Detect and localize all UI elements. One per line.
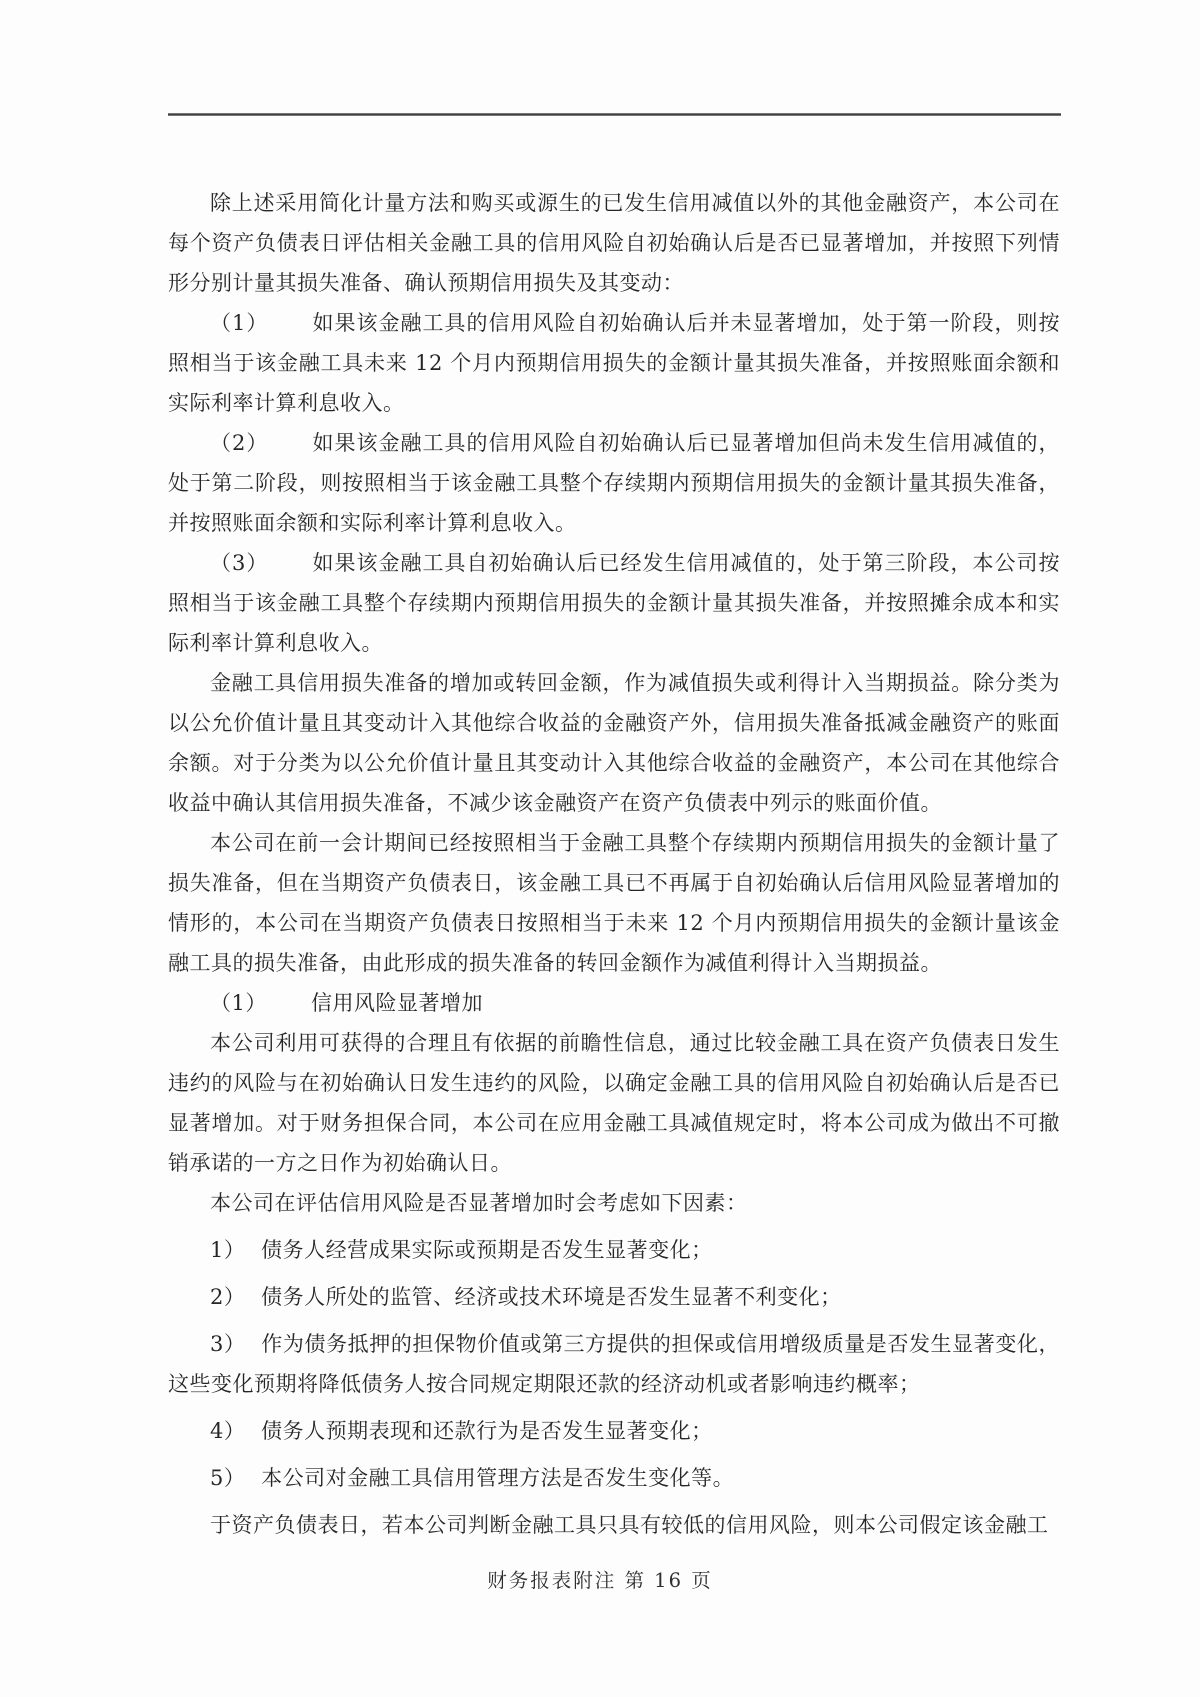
paragraph-text: 如果该金融工具自初始确认后已经发生信用减值的，处于第三阶段，本公司按照相当于该金融工具整个存续期内预期信用损失的金额计量其损失准备，并按照摊余成本和实际利率计算利息收入。 (168, 551, 1060, 655)
paragraph-text: 本公司利用可获得的合理且有依据的前瞻性信息，通过比较金融工具在资产负债表日发生违约的风险与在初始确认日发生违约的风险，以确定金融工具的信用风险自初始确认后是否已显著增加。对于财务担保合同，本公司在应用金融工具减值规定时，将本公司成为做出不可撤销承诺的一方之日作为初始确认日。 (168, 1031, 1060, 1175)
document-body (168, 183, 1060, 1545)
list-item-number: 1） (210, 1238, 246, 1262)
paragraph-text: 于资产负债表日，若本公司判断金融工具只具有较低的信用风险，则本公司假定该金融工 (210, 1513, 1049, 1537)
list-item-number: 4） (210, 1419, 246, 1443)
paragraph-text: 除上述采用简化计量方法和购买或源生的已发生信用减值以外的其他金融资产，本公司在每个资产负债表日评估相关金融工具的信用风险自初始确认后是否已显著增加，并按照下列情形分别计量其损失准备、确认预期信用损失及其变动： (168, 191, 1060, 295)
paragraph-text: 如果该金融工具的信用风险自初始确认后并未显著增加，处于第一阶段，则按照相当于该金融工具未来 12 个月内预期信用损失的金额计量其损失准备，并按照账面余额和实际利率计算利息收入。 (168, 311, 1060, 415)
paragraph-number-label: （3） (210, 551, 269, 575)
list-item (168, 1230, 1060, 1270)
paragraph (168, 1023, 1060, 1183)
list-item-number: 2） (210, 1285, 246, 1309)
paragraph-text: 本公司在评估信用风险是否显著增加时会考虑如下因素： (210, 1191, 748, 1215)
paragraph-text: 如果该金融工具的信用风险自初始确认后已显著增加但尚未发生信用减值的，处于第二阶段，则按照相当于该金融工具整个存续期内预期信用损失的金额计量其损失准备，并按照账面余额和实际利率计算利息收入。 (168, 431, 1060, 535)
paragraph-number-label: （2） (210, 431, 269, 455)
paragraph-number-label: （1） (210, 311, 269, 335)
subsection-number-label: （1） (210, 991, 267, 1015)
list-item-text: 作为债务抵押的担保物价值或第三方提供的担保或信用增级质量是否发生显著变化，这些变化预期将降低债务人按合同规定期限还款的经济动机或者影响违约概率； (168, 1332, 1060, 1396)
list-item (168, 1277, 1060, 1317)
header-divider (168, 113, 1061, 116)
paragraph-text: 金融工具信用损失准备的增加或转回金额，作为减值损失或利得计入当期损益。除分类为以公允价值计量且其变动计入其他综合收益的金融资产外，信用损失准备抵减金融资产的账面余额。对于分类为以公允价值计量且其变动计入其他综合收益的金融资产，本公司在其他综合收益中确认其信用损失准备，不减少该金融资产在资产负债表中列示的账面价值。 (168, 671, 1060, 815)
paragraph (168, 823, 1060, 983)
paragraph (168, 1505, 1060, 1545)
page-footer: 财务报表附注 第 16 页 (487, 1569, 713, 1592)
list-item-text: 债务人所处的监管、经济或技术环境是否发生显著不利变化； (261, 1285, 842, 1309)
list-item-number: 5） (210, 1466, 246, 1490)
list-item-text: 本公司对金融工具信用管理方法是否发生变化等。 (261, 1466, 735, 1490)
paragraph-numbered (168, 423, 1060, 543)
list-item-number: 3） (210, 1332, 246, 1356)
list-item (168, 1411, 1060, 1451)
list-item-text: 债务人经营成果实际或预期是否发生显著变化； (261, 1238, 713, 1262)
paragraph-text: 本公司在前一会计期间已经按照相当于金融工具整个存续期内预期信用损失的金额计量了损失准备，但在当期资产负债表日，该金融工具已不再属于自初始确认后信用风险显著增加的情形的，本公司在当期资产负债表日按照相当于未来 12 个月内预期信用损失的金额计量该金融工具的损失准备，由此形成的损失准备的转回金额作为减值利得计入当期损益。 (168, 831, 1060, 975)
paragraph-numbered (168, 543, 1060, 663)
paragraph (168, 1183, 1060, 1223)
list-item (168, 1458, 1060, 1498)
subsection-heading (168, 983, 1060, 1023)
subsection-title: 信用风险显著增加 (310, 991, 483, 1015)
list-item (168, 1324, 1060, 1404)
paragraph (168, 183, 1060, 303)
paragraph-numbered (168, 303, 1060, 423)
list-item-text: 债务人预期表现和还款行为是否发生显著变化； (261, 1419, 713, 1443)
paragraph (168, 663, 1060, 823)
